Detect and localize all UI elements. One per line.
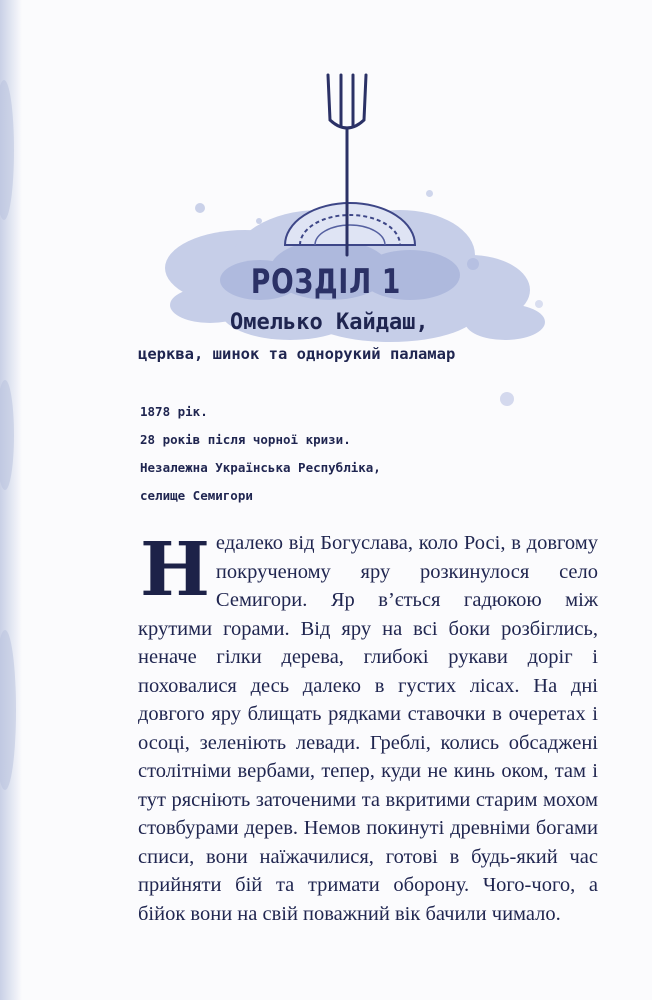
dateline-crisis: 28 років після чорної кризи.: [140, 432, 351, 447]
dateline-republic: Незалежна Українська Республіка,: [140, 460, 381, 475]
body-text: едалеко від Богуслава, коло Росі, в довгому покрученому яру розкинулося село Семигори. Яр в’ється гадюкою між крутими горами. Від яру на всі боки розбіглись, неначе гілки дерева, глибокі рукави доріг і поховалися десь далеко в густих лісах. На дні довгого яру блищать рядками ставочки в очеретах і осоці, зеленіють левади. Греблі, колись обсаджені столітніми вербами, тепер, куди не кинь оком, там і тут рясніють заточеними та вкритими старим мохом стовбурами дерев. Немов покинуті древніми богами списи, вони наїжачилися, готові в будь-який час прийняти бій та тримати оборону. Чого-чого, а бійок вони на свій поважний вік бачили чимало.: [138, 532, 598, 925]
chapter-subtitle-line2: церква, шинок та однорукий паламар: [138, 345, 456, 363]
dateline: [140, 398, 381, 510]
chapter-title: РОЗДІЛ 1: [250, 262, 402, 302]
body-paragraph: [138, 529, 598, 928]
chapter-subtitle-line1: Омелько Кайдаш,: [230, 310, 429, 335]
dateline-village: селище Семигори: [140, 488, 253, 503]
ornamental-plate-icon: [285, 203, 415, 245]
dateline-year: 1878 рік.: [140, 404, 208, 419]
chapter-illustration: [150, 60, 550, 420]
drop-cap: Н: [140, 527, 210, 613]
